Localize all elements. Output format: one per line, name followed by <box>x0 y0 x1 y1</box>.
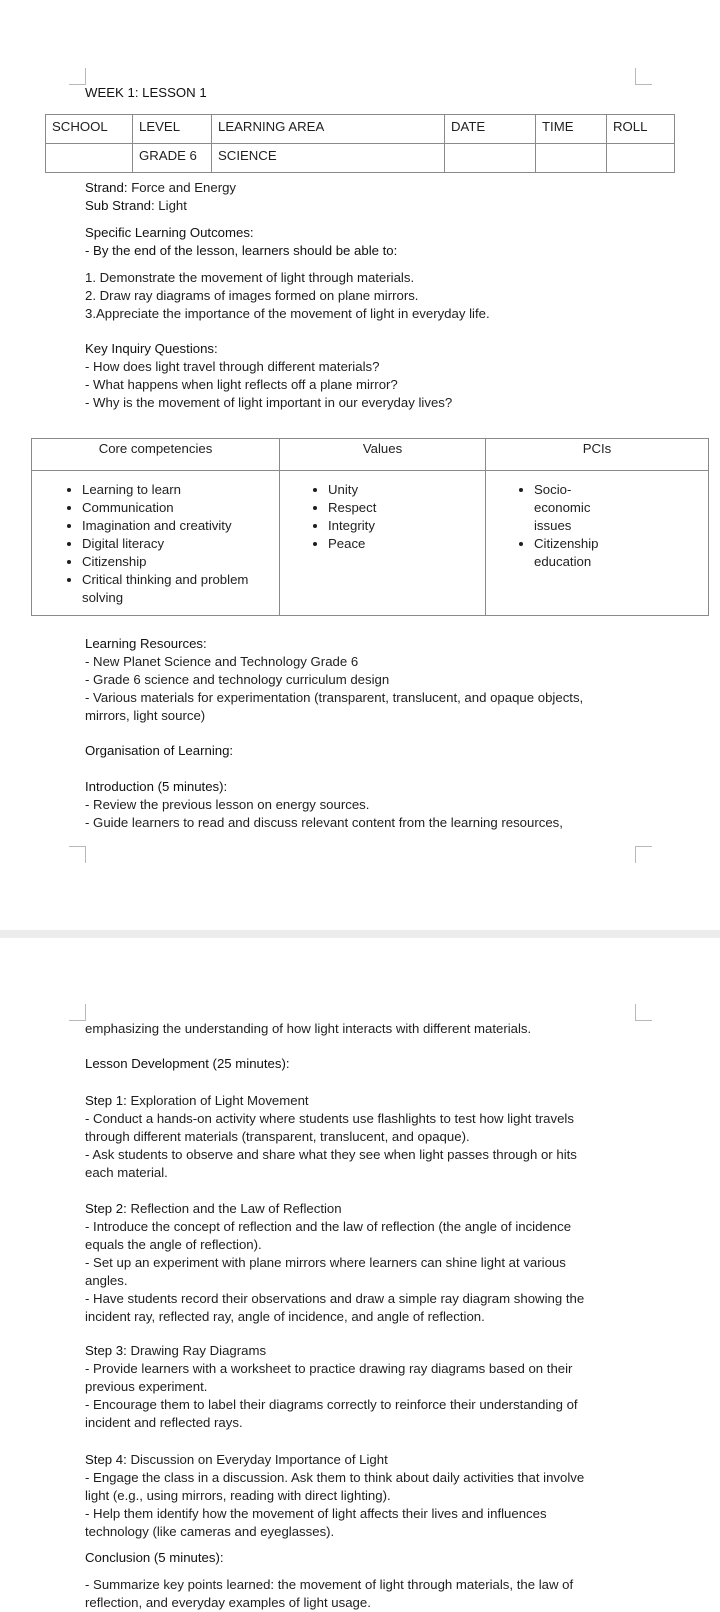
competencies-head-row <box>32 439 709 471</box>
header-col-time: TIME <box>536 115 607 144</box>
core-competencies-list <box>32 481 279 607</box>
step-title: Exploration of Light Movement <box>126 1093 309 1108</box>
step-line: previous experiment. <box>85 1379 208 1394</box>
header-col-school: SCHOOL <box>46 115 133 144</box>
header-table-value-row <box>46 144 675 173</box>
crop-mark-top-left <box>69 1004 86 1021</box>
list-item: • Citizenship education <box>534 535 624 571</box>
inquiry-item: - What happens when light reflects off a plane mirror? <box>85 377 398 392</box>
header-val-school <box>46 144 133 173</box>
step-line: - Set up an experiment with plane mirrors where learners can shine light at various <box>85 1255 566 1270</box>
step-1-title <box>85 1092 309 1110</box>
header-col-level: LEVEL <box>133 115 212 144</box>
list-item: • Communication <box>82 499 279 517</box>
header-col-learning-area: LEARNING AREA <box>212 115 445 144</box>
step-line: - Help them identify how the movement of light affects their lives and influences <box>85 1506 547 1521</box>
col-pcis: PCIs <box>486 439 709 471</box>
step-line: through different materials (transparent, translucent, and opaque). <box>85 1129 470 1144</box>
conclusion-heading: Conclusion (5 minutes): <box>85 1550 224 1565</box>
header-val-date <box>445 144 536 173</box>
resource-item: mirrors, light source) <box>85 708 206 723</box>
header-val-roll <box>607 144 675 173</box>
step-line: - Have students record their observations and draw a simple ray diagram showing the <box>85 1291 585 1306</box>
list-item: • Citizenship <box>82 553 279 571</box>
organisation-heading: Organisation of Learning: <box>85 743 234 758</box>
sub-strand-label: Sub Strand <box>85 198 151 213</box>
step-title: Reflection and the Law of Reflection <box>126 1201 342 1216</box>
crop-mark-top-right <box>635 1004 652 1021</box>
list-item: • Socio-economic issues <box>534 481 606 535</box>
step-label: Step 3: <box>85 1343 127 1358</box>
list-item: • Critical thinking and problem solving <box>82 571 272 607</box>
outcomes-intro: - By the end of the lesson, learners should be able to: <box>85 243 398 258</box>
resource-item: - New Planet Science and Technology Grade 6 <box>85 654 359 669</box>
outcome-item: 2. Draw ray diagrams of images formed on plane mirrors. <box>85 288 419 303</box>
pcis-cell <box>486 471 709 616</box>
col-core-competencies: Core competencies <box>32 439 280 471</box>
step-line: - Ask students to observe and share what they see when light passes through or hits <box>85 1147 577 1162</box>
week-title: WEEK 1: LESSON 1 <box>85 85 207 100</box>
crop-mark-top-left <box>69 68 86 85</box>
sub-strand-value: : Light <box>150 198 187 213</box>
step-line: - Encourage them to label their diagrams correctly to reinforce their understanding of <box>85 1397 578 1412</box>
strand-value: Force and Energy <box>127 180 237 195</box>
strand-label: Strand: <box>85 180 128 195</box>
list-item: • Digital literacy <box>82 535 279 553</box>
competencies-body-row <box>32 471 709 616</box>
outcome-item: 1. Demonstrate the movement of light through materials. <box>85 270 415 285</box>
header-col-date: DATE <box>445 115 536 144</box>
step-line: technology (like cameras and eyeglasses). <box>85 1524 335 1539</box>
step-line: - Engage the class in a discussion. Ask them to think about daily activities that involve <box>85 1470 585 1485</box>
competencies-table <box>31 438 709 616</box>
col-values: Values <box>280 439 486 471</box>
header-col-roll: ROLL <box>607 115 675 144</box>
list-item: • Learning to learn <box>82 481 279 499</box>
step-line: - Introduce the concept of reflection and the law of reflection (the angle of incidence <box>85 1219 572 1234</box>
step-label: Step 1: <box>85 1093 127 1108</box>
values-list <box>280 481 485 553</box>
resource-item: - Various materials for experimentation (transparent, translucent, and opaque objects, <box>85 690 584 705</box>
page-separator <box>0 930 720 938</box>
header-val-time <box>536 144 607 173</box>
resource-item: - Grade 6 science and technology curriculum design <box>85 672 390 687</box>
list-item: • Integrity <box>328 517 485 535</box>
crop-mark-bottom-left <box>69 846 86 863</box>
crop-mark-bottom-right <box>635 846 652 863</box>
introduction-item: - Guide learners to read and discuss relevant content from the learning resources, <box>85 815 563 830</box>
list-item: • Respect <box>328 499 485 517</box>
header-table-head-row <box>46 115 675 144</box>
values-cell <box>280 471 486 616</box>
step-line: each material. <box>85 1165 168 1180</box>
header-val-level: GRADE 6 <box>133 144 212 173</box>
list-item: • Unity <box>328 481 485 499</box>
strand-line <box>85 179 236 197</box>
conclusion-item: reflection, and everyday examples of light usage. <box>85 1595 371 1610</box>
step-label: Step 4: <box>85 1452 127 1467</box>
step-title: Drawing Ray Diagrams <box>126 1343 267 1358</box>
inquiry-item: - Why is the movement of light important in our everyday lives? <box>85 395 453 410</box>
step-line: angles. <box>85 1273 128 1288</box>
step-line: - Conduct a hands-on activity where students use flashlights to test how light travels <box>85 1111 574 1126</box>
step-3-title <box>85 1342 266 1360</box>
step-line: incident and reflected rays. <box>85 1415 243 1430</box>
crop-mark-top-right <box>635 68 652 85</box>
inquiry-heading: Key Inquiry Questions: <box>85 341 218 356</box>
lesson-header-table <box>45 114 675 173</box>
step-line: incident ray, reflected ray, angle of incidence, and angle of reflection. <box>85 1309 485 1324</box>
step-title: Discussion on Everyday Importance of Light <box>126 1452 388 1467</box>
resources-heading: Learning Resources: <box>85 636 207 651</box>
step-2-title <box>85 1200 342 1218</box>
pcis-list <box>486 481 708 571</box>
list-item: • Imagination and creativity <box>82 517 232 535</box>
inquiry-item: - How does light travel through different materials? <box>85 359 380 374</box>
introduction-continued: emphasizing the understanding of how light interacts with different materials. <box>85 1021 532 1036</box>
introduction-heading: Introduction (5 minutes): <box>85 779 228 794</box>
step-label: Step 2: <box>85 1201 127 1216</box>
conclusion-item: - Summarize key points learned: the movement of light through materials, the law of <box>85 1577 574 1592</box>
development-heading: Lesson Development (25 minutes): <box>85 1056 290 1071</box>
outcome-item: 3.Appreciate the importance of the movement of light in everyday life. <box>85 306 490 321</box>
introduction-item: - Review the previous lesson on energy sources. <box>85 797 370 812</box>
step-line: light (e.g., using mirrors, reading with direct lighting). <box>85 1488 391 1503</box>
header-val-learning-area: SCIENCE <box>212 144 445 173</box>
step-4-title <box>85 1451 388 1469</box>
step-line: - Provide learners with a worksheet to practice drawing ray diagrams based on their <box>85 1361 573 1376</box>
outcomes-heading: Specific Learning Outcomes: <box>85 225 254 240</box>
core-competencies-cell <box>32 471 280 616</box>
step-line: equals the angle of reflection). <box>85 1237 262 1252</box>
document-page-2 <box>0 938 720 1610</box>
sub-strand-line <box>85 197 187 215</box>
list-item: • Peace <box>328 535 485 553</box>
